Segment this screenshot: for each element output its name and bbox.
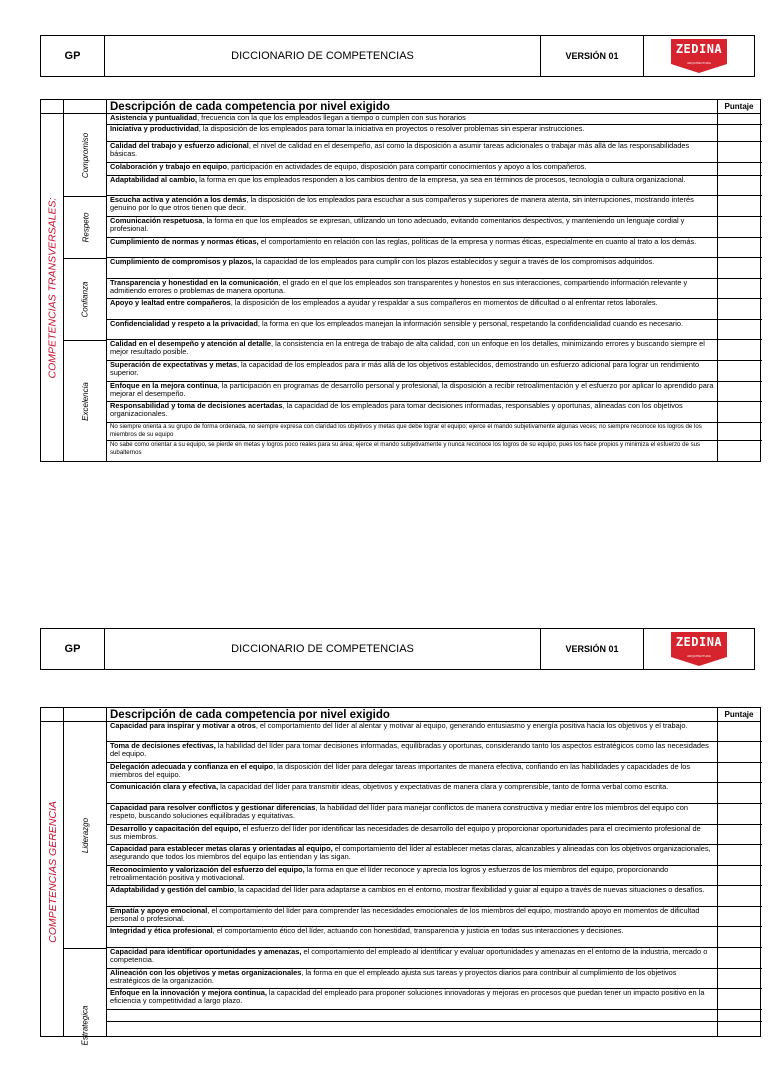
header-code: GP: [41, 36, 105, 76]
category-label: COMPETENCIAS TRANSVERSALES:: [46, 197, 59, 379]
table-row: Comunicación clara y efectiva, la capacidad del líder para transmitir ideas, objetivos y expectativas de manera clara y comprensible, tanto de forma verbal como escrita.: [107, 783, 762, 804]
table-row: Desarrollo y capacitación del equipo, el esfuerzo del líder por identificar las necesidades de desarrollo del equipo y proporcionar oportunidades para el crecimiento profesional de sus miembros.: [107, 825, 762, 845]
header-version: VERSIÓN 01: [541, 629, 644, 669]
table-row: Cumplimiento de compromisos y plazos, la capacidad de los empleados para cumplir con los plazos establecidos y seguir a través de los compromisos adquiridos.: [107, 258, 762, 279]
table-row: Apoyo y lealtad entre compañeros, la disposición de los empleados a ayudar y respaldar a sus compañeros en momentos de dificultad o al enfrentar retos laborales.: [107, 299, 762, 320]
table-header-title: Descripción de cada competencia por nivel exigido: [110, 101, 390, 113]
table-row: Capacidad para establecer metas claras y orientadas al equipo, el comportamiento del líder al establecer metas claras, alcanzables y alineadas con los objetivos organizacionales, asegurando que todos los miembros del equipo las entiendan y las sigan.: [107, 845, 762, 866]
table-row: Toma de decisiones efectivas, la habilidad del líder para tomar decisiones informadas, equilibradas y oportunas, considerando tanto los aspectos estratégicos como las necesidades del equipo.: [107, 742, 762, 763]
table-row: Calidad del trabajo y esfuerzo adicional, el nivel de calidad en el desempeño, así como la disposición a asumir tareas adicionales o trabajar más allá de las responsabilidades básicas.: [107, 142, 762, 163]
group-label-liderazgo: Liderazgo: [80, 817, 90, 853]
table-row: No sabe como orientar a su equipo, se pierde en metas y logros poco reales para su área; ejerce el mando subjetivamente y nunca reconoce los logros de su equipo, pues los hace propios y minimiza el esfuerzo de sus subalternos: [110, 441, 701, 457]
table-row: Colaboración y trabajo en equipo, participación en actividades de equipo, disposición para compartir conocimientos y apoyo a los compañeros.: [107, 163, 762, 176]
header-title: DICCIONARIO DE COMPETENCIAS: [105, 36, 541, 76]
zedina-logo: [669, 631, 729, 667]
group-label-estrategica: Estrategica: [81, 1005, 90, 1046]
competency-table-transversal: [40, 99, 761, 462]
table-row: Superación de expectativas y metas, la capacidad de los empleados para ir más allá de los objetivos establecidos, demostrando un esfuerzo adicional para lograr un rendimiento superior.: [107, 361, 762, 382]
logo-subtext: ARQUITECTURA: [687, 654, 711, 658]
group-label-compromiso: Compromiso: [81, 132, 90, 178]
table-row: Enfoque en la mejora continua, la participación en programas de desarrollo personal y profesional, la disposición a recibir retroalimentación y el esfuerzo por aplicar lo aprendido para mejorar el desempeño.: [107, 382, 762, 402]
table-row: Calidad en el desempeño y atención al detalle, la consistencia en la entrega de trabajo de alta calidad, con un enfoque en los detalles, minimizando errores y buscando siempre el mejor resultado posible.: [107, 340, 762, 361]
table-row: Empatía y apoyo emocional, el comportamiento del líder para comprender las necesidades emocionales de los miembros del equipo, mostrando apoyo en momentos de dificultad personal o profesional.: [107, 907, 762, 927]
table-row: Confidencialidad y respeto a la privacidad, la forma en que los empleados manejan la información sensible y personal, respetando la confidencialidad cuando es necesario.: [107, 320, 762, 340]
logo-text: ZEDINA: [675, 42, 723, 56]
group-label-confianza: Confianza: [81, 280, 90, 318]
table-row: Delegación adecuada y confianza en el equipo, la disposición del líder para delegar tareas importantes de manera efectiva, confiando en las habilidades y capacidades de los miembros del equipo.: [107, 763, 762, 783]
table-header-row: [41, 100, 760, 114]
logo-subtext: ARQUITECTURA: [687, 61, 711, 65]
document-header: [40, 628, 755, 670]
category-label: COMPETENCIAS GERENCIA: [46, 801, 59, 943]
table-row: Iniciativa y productividad, la disposición de los empleados para tomar la iniciativa en proyectos o resolver problemas sin esperar instrucciones.: [107, 125, 762, 142]
table-row: Reconocimiento y valorización del esfuerzo del equipo, la forma en que el líder reconoce y aprecia los logros y esfuerzos de los miembros del equipo, proporcionando retroalimentación positiva y motivacional.: [107, 866, 762, 886]
table-row: Comunicación respetuosa, la forma en que los empleados se expresan, utilizando un tono adecuado, evitando comentarios despectivos, y manteniendo un lenguaje cordial y profesional.: [107, 217, 762, 238]
table-row: Adaptabilidad y gestión del cambio, la capacidad del líder para adaptarse a cambios en el entorno, mostrar flexibilidad y guiar al equipo a través de nuevas situaciones o desafíos.: [107, 886, 762, 907]
header-code: GP: [41, 629, 105, 669]
table-header-row: [41, 708, 760, 722]
table-row: Capacidad para resolver conflictos y gestionar diferencias, la habilidad del líder para manejar conflictos de manera constructiva y mediar entre los miembros del equipo con respeto, buscando soluciones equilibradas y equitativas.: [107, 804, 762, 825]
table-row: Responsabilidad y toma de decisiones acertadas, la capacidad de los empleados para tomar decisiones informadas, responsables y oportunas, alineadas con los objetivos organizacionales.: [107, 402, 762, 423]
logo-text: ZEDINA: [675, 635, 723, 649]
table-row: Escucha activa y atención a los demás, la disposición de los empleados para escuchar a sus compañeros y superiores de manera atenta, sin interrupciones, mostrando interés genuino por lo que otros tienen que decir.: [107, 196, 762, 217]
table-row: Asistencia y puntualidad, frecuencia con la que los empleados llegan a tiempo o cumplen con sus horarios: [107, 114, 762, 125]
zedina-logo: [669, 38, 729, 74]
group-label-excelencia: Excelencia: [81, 381, 90, 421]
table-header-score: Puntaje: [724, 102, 754, 111]
table-header-score: Puntaje: [724, 710, 754, 719]
table-row: Integridad y ética profesional, el comportamiento ético del líder, actuando con honestidad, transparencia y justicia en todas sus interacciones y decisiones.: [107, 927, 762, 948]
header-title: DICCIONARIO DE COMPETENCIAS: [105, 629, 541, 669]
table-row: No siempre orienta a su grupo de forma ordenada, no siempre expresa con claridad los objetivos y metas que debe lograr el equipo; ejerce el mando subjetivamente algunas veces; no siempre reconoce los logros de los miembros de su equipo: [107, 423, 762, 441]
table-row: Capacidad para inspirar y motivar a otros, el comportamiento del líder al alentar y motivar al equipo, generando entusiasmo y energía positiva hacia los objetivos y el trabajo.: [107, 722, 762, 742]
table-row: Alineación con los objetivos y metas organizacionales, la forma en que el empleado ajusta sus tareas y proyectos diarios para contribuir al cumplimiento de los objetivos estratégicos de la organización.: [107, 969, 762, 989]
header-version: VERSIÓN 01: [541, 36, 644, 76]
table-row: Adaptabilidad al cambio, la forma en que los empleados responden a los cambios dentro de la empresa, ya sea en términos de procesos, tecnología o cultura organizacional.: [107, 176, 762, 196]
table-row: Capacidad para identificar oportunidades y amenazas, el comportamiento del empleado al identificar y evaluar oportunidades y amenazas en el entorno de la industria, mercado o competencia.: [107, 948, 762, 969]
table-row: [107, 1010, 762, 1022]
competency-table-gerencia: [40, 707, 761, 1046]
group-label-respeto: Respeto: [80, 212, 90, 242]
document-header: [40, 35, 755, 77]
table-row: Transparencia y honestidad en la comunicación, el grado en el que los empleados son transparentes y honestos en sus interacciones, compartiendo información relevante y admitiendo errores o problemas de manera oportuna.: [107, 279, 762, 299]
table-header-title: Descripción de cada competencia por nivel exigido: [110, 709, 390, 721]
logo-cell: [644, 36, 754, 76]
table-row: Enfoque en la innovación y mejora continua, la capacidad del empleado para proponer soluciones innovadoras y mejoras en procesos que puedan tener un impacto positivo en la eficiencia y competitividad a largo plazo.: [107, 989, 762, 1010]
table-row: Cumplimiento de normas y normas éticas, el comportamiento en relación con las reglas, políticas de la empresa y normas éticas, especialmente en cuanto al trato a los demás.: [107, 238, 762, 258]
logo-cell: [644, 629, 754, 669]
